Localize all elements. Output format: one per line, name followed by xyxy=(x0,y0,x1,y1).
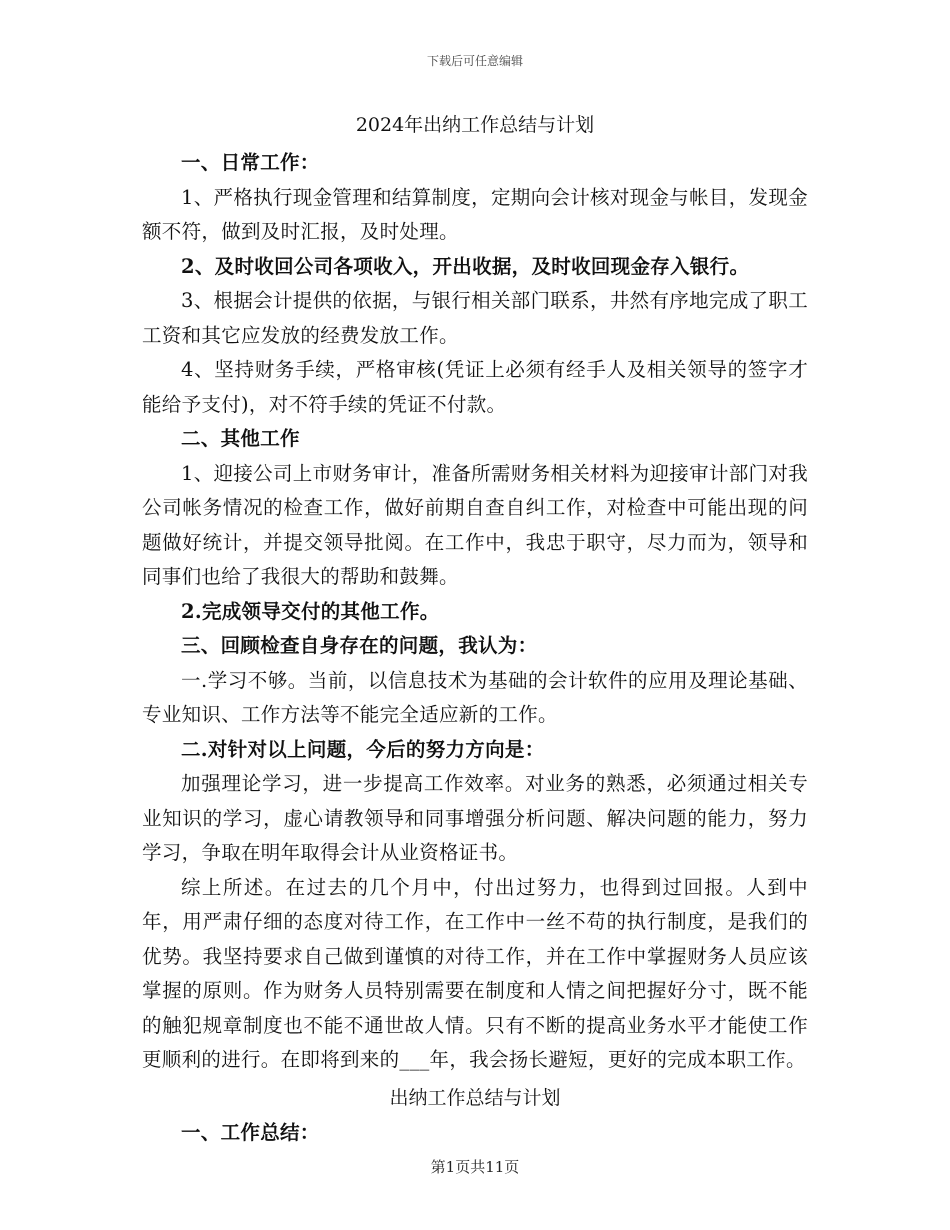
paragraph: 二.对针对以上问题，今后的努力方向是： xyxy=(181,737,545,761)
header-note: 下载后可任意编辑 xyxy=(426,54,523,68)
document-body xyxy=(142,104,808,1150)
paragraph: 一、日常工作： xyxy=(181,151,320,174)
paragraph: 三、回顾检查自身存在的问题，我认为： xyxy=(181,634,538,657)
paragraph: 1、迎接公司上市财务审计，准备所需财务相关材料为迎接审计部门对我公司帐务情况的检查工作，做好前期自查自纠工作，对检查中可能出现的问题做好统计，并提交领导批阅。在工作中，我忠于职守，尽力而为，领导和同事们也给了我很大的帮助和鼓舞。 xyxy=(142,461,808,588)
paragraph: 二、其他工作 xyxy=(181,427,300,450)
paragraph: 加强理论学习，进一步提高工作效率。对业务的熟悉，必须通过相关专业知识的学习，虚心请教领导和同事增强分析问题、解决问题的能力，努力学习，争取在明年取得会计从业资格证书。 xyxy=(142,772,808,864)
paragraph: 1、严格执行现金管理和结算制度，定期向会计核对现金与帐目，发现金额不符，做到及时汇报，及时处理。 xyxy=(142,185,808,243)
paragraph: 4、坚持财务手续，严格审核(凭证上必须有经手人及相关领导的签字才能给予支付)，对不符手续的凭证不付款。 xyxy=(142,358,808,416)
section-heading: 一、工作总结： xyxy=(181,1120,320,1144)
paragraph: 2、及时收回公司各项收入，开出收据，及时收回现金存入银行。 xyxy=(181,254,750,278)
paragraph: 2.完成领导交付的其他工作。 xyxy=(181,599,440,623)
paragraph: 综上所述。在过去的几个月中，付出过努力，也得到过回报。人到中年，用严肃仔细的态度对待工作，在工作中一丝不苟的执行制度，是我们的优势。我坚持要求自己做到谨慎的对待工作，并在工作中掌握财务人员应该掌握的原则。作为财务人员特别需要在制度和人情之间把握好分寸，既不能的触犯规章制度也不能不通世故人情。只有不断的提高业务水平才能使工作更顺利的进行。在即将到来的___年，我会扬长避短，更好的完成本职工作。 xyxy=(142,875,808,1071)
page-footer: 第1页共11页 xyxy=(430,1158,520,1176)
document-title: 2024年出纳工作总结与计划 xyxy=(355,114,595,136)
section-subtitle: 出纳工作总结与计划 xyxy=(389,1086,561,1109)
paragraph: 3、根据会计提供的依据，与银行相关部门联系，井然有序地完成了职工工资和其它应发放的经费发放工作。 xyxy=(142,289,808,347)
paragraph: 一.学习不够。当前，以信息技术为基础的会计软件的应用及理论基础、专业知识、工作方法等不能完全适应新的工作。 xyxy=(142,668,808,726)
